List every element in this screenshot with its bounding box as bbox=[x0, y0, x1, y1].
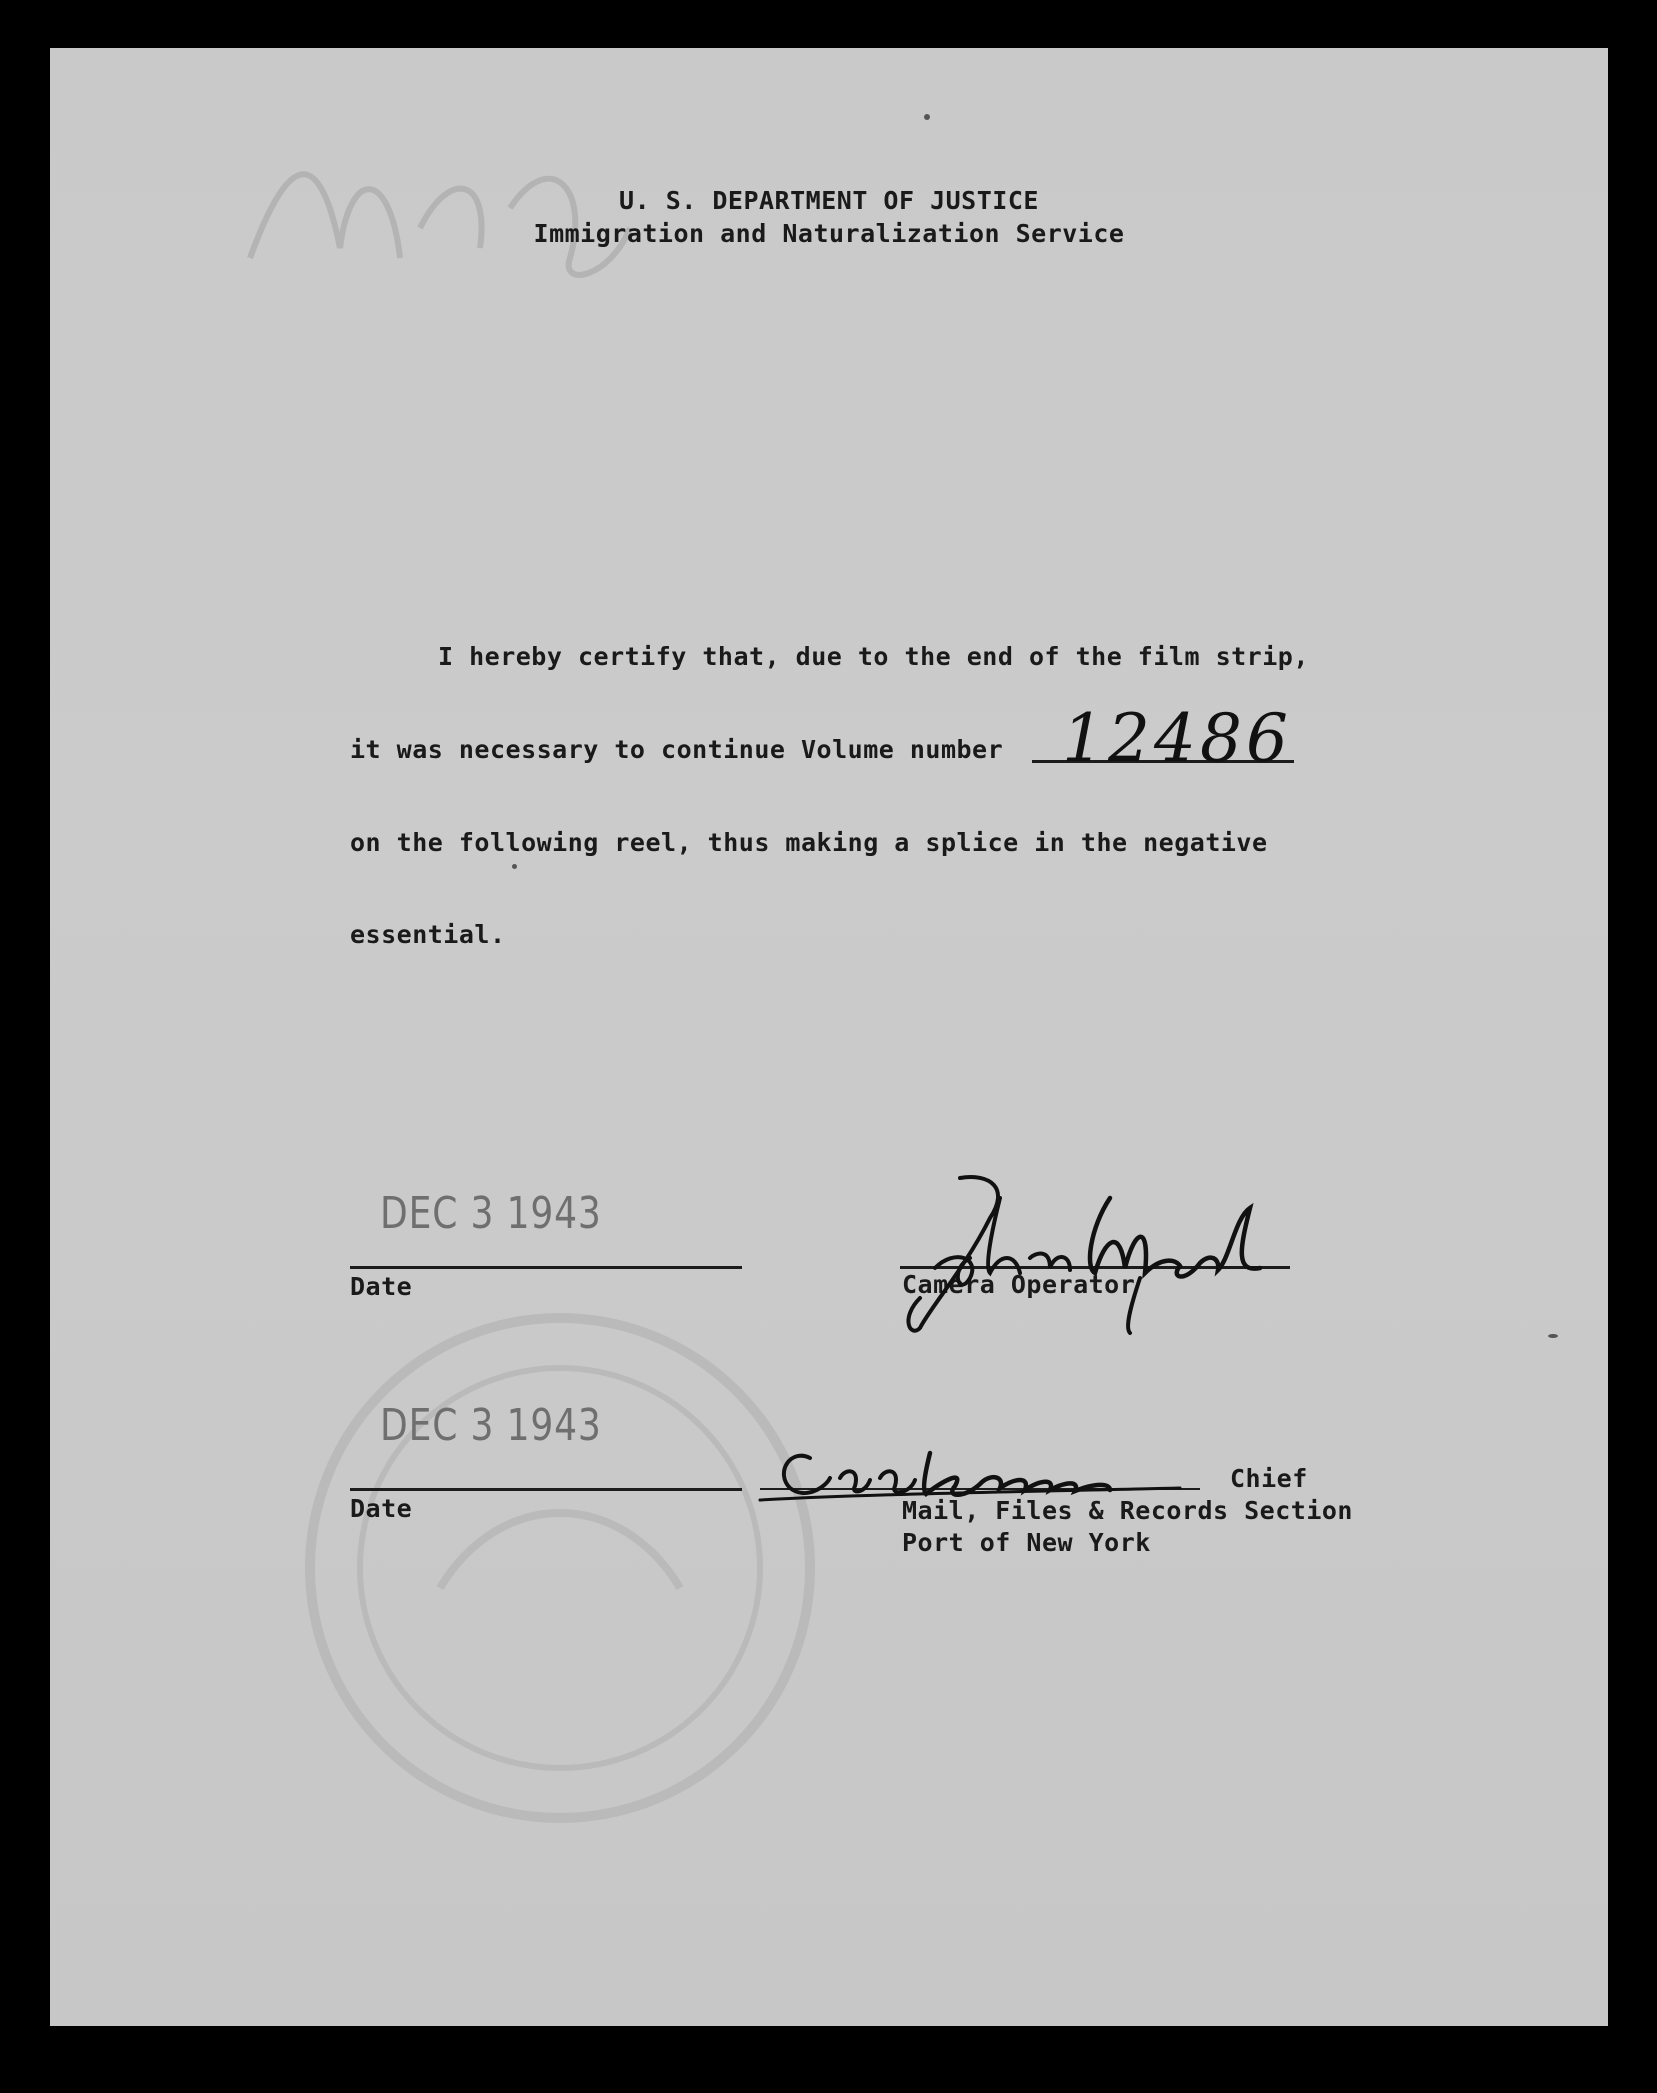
date-line-2 bbox=[350, 1488, 742, 1491]
dust-speck bbox=[924, 114, 930, 120]
date-stamp-2: DEC 3 1943 bbox=[380, 1400, 602, 1451]
faint-seal-ghost bbox=[280, 1288, 840, 1848]
dust-speck bbox=[1548, 1334, 1558, 1338]
dust-speck bbox=[512, 864, 517, 869]
certification-line-1: I hereby certify that, due to the end of the film strip, bbox=[438, 642, 1309, 671]
certification-line-2: it was necessary to continue Volume number bbox=[350, 735, 1004, 764]
date-label-2: Date bbox=[350, 1494, 413, 1523]
date-line bbox=[350, 1266, 742, 1269]
certification-line-3: on the following reel, thus making a splice in the negative bbox=[350, 828, 1268, 857]
date-stamp: DEC 3 1943 bbox=[380, 1188, 602, 1239]
baecker-signature bbox=[750, 1428, 1270, 1518]
service-heading: Immigration and Naturalization Service bbox=[533, 219, 1125, 248]
faint-handwriting-ghost bbox=[230, 108, 650, 328]
document-sheet bbox=[50, 48, 1608, 2026]
port-title: Port of New York bbox=[902, 1528, 1151, 1557]
section-title: Mail, Files & Records Section bbox=[902, 1496, 1353, 1525]
department-heading: U. S. DEPARTMENT OF JUSTICE bbox=[619, 186, 1039, 215]
volume-number: 12486 bbox=[1062, 700, 1292, 777]
chief-title: Chief bbox=[1230, 1464, 1308, 1493]
date-label: Date bbox=[350, 1272, 413, 1301]
certification-line-4: essential. bbox=[350, 920, 506, 949]
john-meade-signature bbox=[840, 1158, 1360, 1338]
camera-operator-title: Camera Operator bbox=[902, 1270, 1136, 1299]
